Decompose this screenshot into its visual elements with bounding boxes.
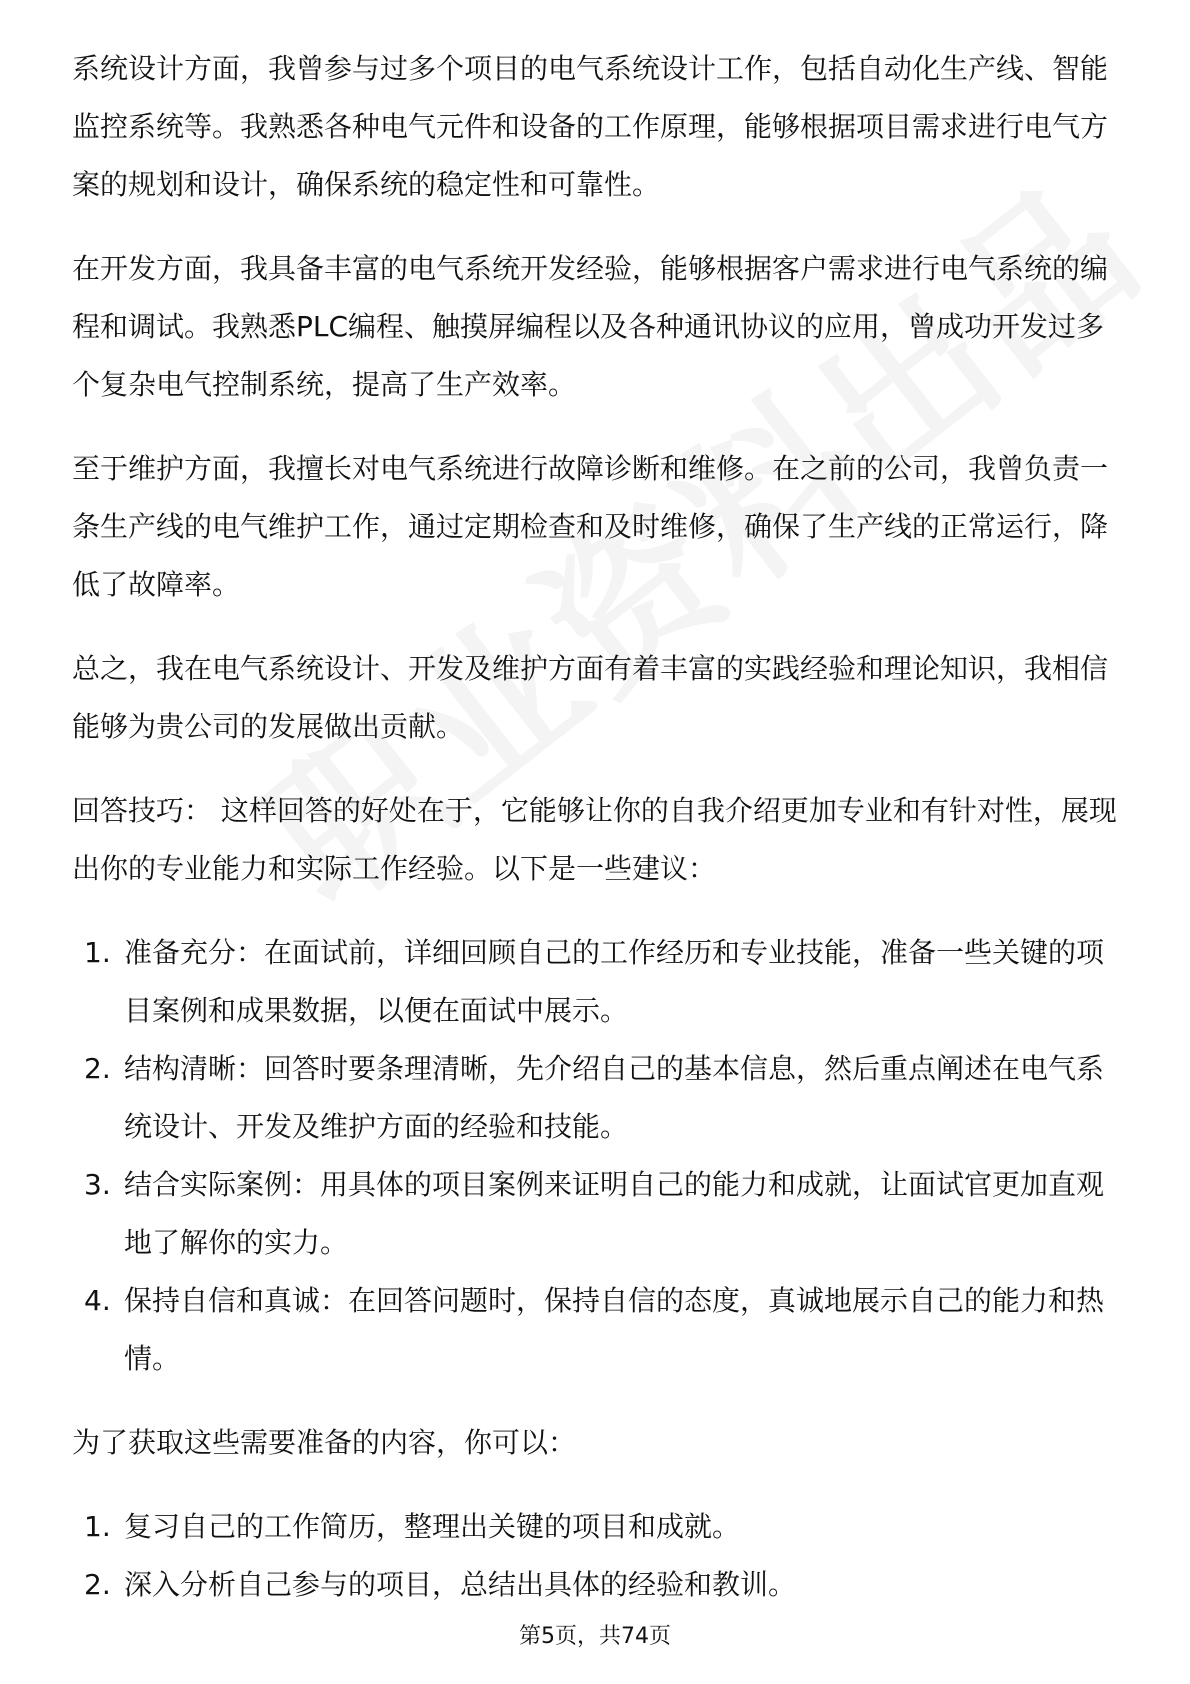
list-item [72, 1556, 1122, 1614]
prep-list [72, 1498, 1122, 1614]
paragraph-system-design: 系统设计方面，我曾参与过多个项目的电气系统设计工作，包括自动化生产线、智能监控系统等。我熟悉各种电气元件和设备的工作原理，能够根据项目需求进行电气方案的规划和设计，确保系统的稳定性和可靠性。 [72, 52, 1109, 201]
list-number: 3. [84, 1168, 111, 1201]
list-item-text: 深入分析自己参与的项目，总结出具体的经验和教训。 [124, 1568, 797, 1601]
list-number: 4. [84, 1284, 111, 1317]
list-item-text: 复习自己的工作简历，整理出关键的项目和成就。 [124, 1510, 741, 1543]
list-item [72, 1156, 1122, 1272]
document-body [72, 40, 1122, 1640]
tips-list [72, 924, 1122, 1388]
paragraph-summary: 总之，我在电气系统设计、开发及维护方面有着丰富的实践经验和理论知识，我相信能够为贵公司的发展做出贡献。 [72, 652, 1109, 743]
list-item-text: 准备充分：在面试前，详细回顾自己的工作经历和专业技能，准备一些关键的项目案例和成果数据，以便在面试中展示。 [124, 936, 1105, 1027]
list-number: 2. [84, 1052, 111, 1085]
list-number: 1. [84, 936, 111, 969]
list-item [72, 1498, 1122, 1556]
paragraph-prep-intro: 为了获取这些需要准备的内容，你可以： [72, 1426, 577, 1459]
page-footer: 第5页，共74页 [519, 1624, 671, 1649]
list-item [72, 1040, 1122, 1156]
list-item [72, 1272, 1122, 1388]
list-item [72, 924, 1122, 1040]
paragraph-maintenance: 至于维护方面，我擅长对电气系统进行故障诊断和维修。在之前的公司，我曾负责一条生产线的电气维护工作，通过定期检查和及时维修，确保了生产线的正常运行，降低了故障率。 [72, 452, 1109, 601]
list-item-text: 结合实际案例：用具体的项目案例来证明自己的能力和成就，让面试官更加直观地了解你的实力。 [124, 1168, 1105, 1259]
list-number: 2. [84, 1568, 111, 1601]
paragraph-answer-tips: 回答技巧： 这样回答的好处在于，它能够让你的自我介绍更加专业和有针对性，展现出你的专业能力和实际工作经验。以下是一些建议： [72, 794, 1117, 885]
list-item-text: 结构清晰：回答时要条理清晰，先介绍自己的基本信息，然后重点阐述在电气系统设计、开发及维护方面的经验和技能。 [124, 1052, 1105, 1143]
paragraph-development: 在开发方面，我具备丰富的电气系统开发经验，能够根据客户需求进行电气系统的编程和调试。我熟悉PLC编程、触摸屏编程以及各种通讯协议的应用，曾成功开发过多个复杂电气控制系统，提高了生产效率。 [72, 252, 1109, 401]
list-number: 1. [84, 1510, 111, 1543]
list-item-text: 保持自信和真诚：在回答问题时，保持自信的态度，真诚地展示自己的能力和热情。 [124, 1284, 1105, 1375]
